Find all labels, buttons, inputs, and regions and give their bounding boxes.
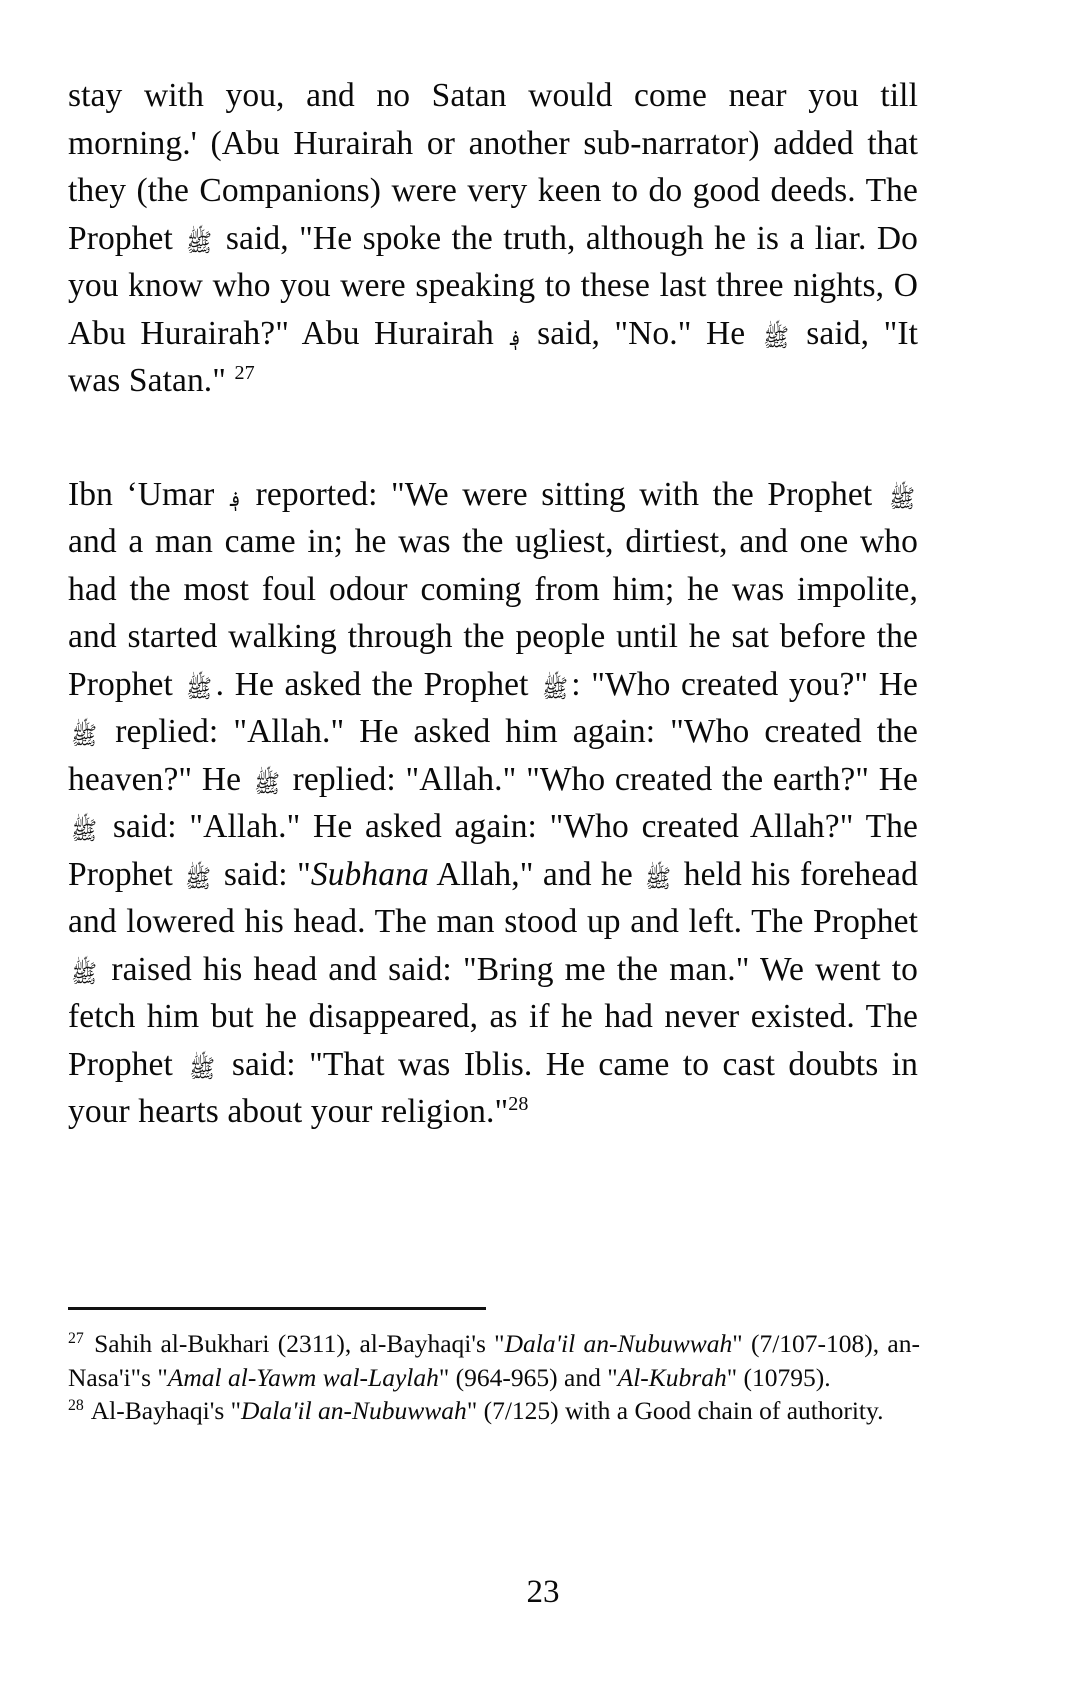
italic-title: Al-Kubrah <box>617 1362 727 1392</box>
prophet-honorific-icon: ﷺ <box>185 863 212 893</box>
prophet-honorific-icon: ﷺ <box>762 322 789 352</box>
italic-title: Subhana <box>310 855 429 893</box>
prophet-honorific-icon: ﷺ <box>71 721 97 750</box>
prophet-honorific-icon: ﷺ <box>186 673 213 703</box>
italic-title: Dala'il an-Nubuwwah <box>241 1396 467 1425</box>
prophet-honorific-icon: ﷺ <box>189 1053 216 1083</box>
paragraph-ibn-umar: Ibn ‘Umar ؋ reported: "We were sitting with the Prophet ﷺ and a man came in; he was the ugliest, dirtiest, and one who had the most foul odour coming from him; he was impolite, and started walking through the people until he sat before the Prophet ﷺ. He asked the Prophet ﷺ: "Who created you?" He ﷺ replied: "Allah." He asked him again: "Who created the heaven?" He ﷺ replied: "Allah." "Who created the earth?" He ﷺ said: "Allah." He asked again: "Who created Allah?" The Prophet ﷺ said: "Subhana Allah," and he ﷺ held his forehead and lowered his head. The man stood up and left. The Prophet ﷺ raised his head and said: "Bring me the man." We went to fetch him but he disappeared, as if he had never existed. The Prophet ﷺ said: "That was Iblis. He came to cast doubts in your hearts about your religion."$^{28}$ <box>68 475 919 1130</box>
footnote-separator-rule <box>68 1307 486 1310</box>
footnote-reference[interactable]: 28 <box>508 1092 529 1115</box>
prophet-honorific-icon: ﷺ <box>889 483 915 513</box>
prophet-honorific-icon: ﷺ <box>542 673 569 703</box>
italic-title: Amal al-Yawm wal-Laylah <box>167 1362 439 1392</box>
footnote-text: Al-Bayhaqi's "Dala'il an-Nubuwwah" (7/125) with a Good chain of authority. <box>85 1396 884 1425</box>
prophet-honorific-icon: ﷺ <box>71 958 97 988</box>
paragraph-continuation: stay with you, and no Satan would come near you till morning.' (Abu Hurairah or another sub-narrator) added that they (the Companions) were very keen to do good deeds. The Prophet ﷺ said, "He spoke the truth, although he is a liar. Do you know who you were speaking to these last three nights, O Abu Hurairah?" Abu Hurairah ؋ said, "No." He ﷺ said, "It was Satan." $^{27}$ <box>68 77 919 399</box>
footnote-marker: 28 <box>68 1396 84 1414</box>
italic-title: Dala'il an-Nubuwwah <box>504 1329 733 1358</box>
prophet-honorific-icon: ﷺ <box>71 816 97 845</box>
companion-honorific-icon: ؋ <box>229 486 241 511</box>
footnote-28 <box>68 1394 920 1428</box>
footnote-text: Sahih al-Bukhari (2311), al-Bayhaqi's "Dala'il an-Nubuwwah" (7/107-108), an-Nasa'i"s "Amal al-Yawm wal-Laylah" (964-965) and "Al-Kubrah" (10795). <box>68 1329 920 1392</box>
footnote-block <box>68 1327 920 1428</box>
prophet-honorific-icon: ﷺ <box>254 768 280 798</box>
footnote-marker: 27 <box>68 1329 84 1347</box>
prophet-honorific-icon: ﷺ <box>645 863 672 893</box>
paragraph-spacer <box>68 405 918 471</box>
page-body-text <box>68 72 918 1136</box>
footnote-27 <box>68 1327 920 1394</box>
footnote-reference[interactable]: 27 <box>234 361 255 384</box>
prophet-honorific-icon: ﷺ <box>186 227 213 257</box>
companion-honorific-icon: ؋ <box>510 325 521 350</box>
page-number: 23 <box>526 1574 560 1610</box>
